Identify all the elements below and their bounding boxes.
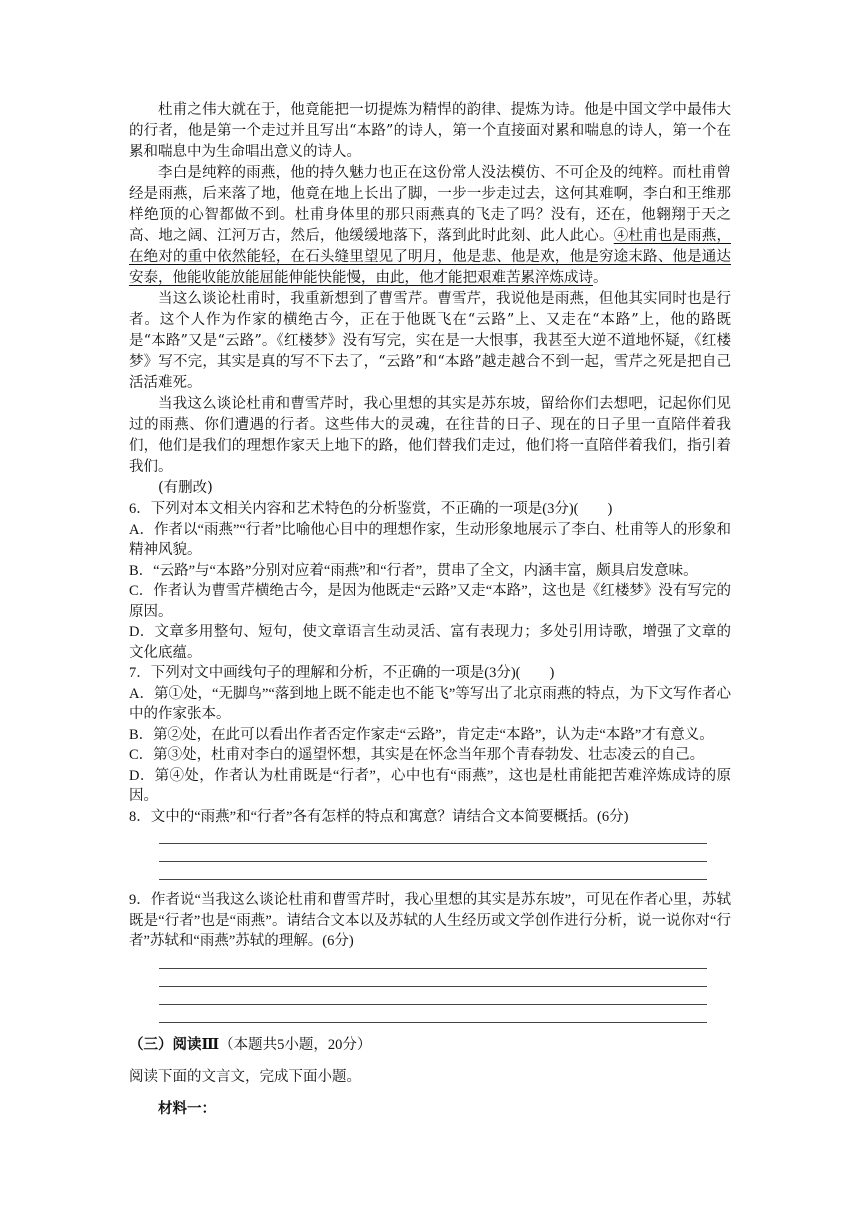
passage-paragraph-2 — [129, 163, 731, 289]
passage-paragraph-1: 杜甫之伟大就在于，他竟能把一切提炼为精悍的韵律、提炼为诗。他是中国文学中最伟大的行者，他是第一个走过并且写出“本路”的诗人，第一个直接面对累和喘息的诗人，第一个在累和喘息中为生命唱出意义的诗人。 — [129, 102, 731, 160]
question-8-answer-area[interactable] — [159, 833, 707, 880]
passage-paragraph-2-text: 李白是纯粹的雨燕，他的持久魅力也正在这份常人没法模仿、不可企及的纯粹。而杜甫曾经是雨燕，后来落了地，他竟在地上长出了脚，一步一步走过去，这何其难啊，李白和王维那样绝顶的心智都做不到。杜甫身体里的那只雨燕真的飞走了吗？没有，还在，他翱翔于天之高、地之阔、江河万古，然后，他缓缓地落下，落到此时此刻、此人此心。 — [129, 165, 731, 244]
answer-line — [159, 844, 707, 862]
question-6-option-d: D．文章多用整句、短句，使文章语言生动灵活、富有表现力；多处引用诗歌，增强了文章的文化底蕴。 — [129, 624, 731, 661]
passage-paragraph-4: 当我这么谈论杜甫和曹雪芹时，我心里想的其实是苏东坡，留给你们去想吧，记起你们见过的雨燕、你们遭遇的行者。这些伟大的灵魂，在往昔的日子、现在的日子里一直陪伴着我们，他们是我们的理想作家天上地下的路，他们替我们走过，他们将一直陪伴着我们，指引着我们。 — [129, 396, 731, 475]
answer-line — [159, 987, 707, 1005]
section-3-instruction: 阅读下面的文言文，完成下面小题。 — [129, 1068, 361, 1085]
question-8-stem: 8．文中的“雨燕”和“行者”各有怎样的特点和寓意？请结合文本简要概括。(6分) — [129, 808, 629, 825]
edit-note: (有删改) — [158, 480, 213, 496]
answer-line — [159, 1005, 707, 1023]
question-7 — [129, 663, 731, 807]
material-1-label: 材料一： — [158, 1100, 216, 1117]
answer-line — [159, 969, 707, 987]
question-8 — [129, 807, 731, 881]
answer-line — [159, 958, 707, 969]
question-6-option-b: B．“云路”与“本路”分别对应着“雨燕”和“行者”，贯串了全文，内涵丰富，颇具启发意味。 — [129, 562, 698, 579]
question-7-stem: 7．下列对文中画线句子的理解和分析，不正确的一项是(3分)( ) — [129, 665, 555, 681]
passage-paragraph-3: 当这么谈论杜甫时，我重新想到了曹雪芹。曹雪芹，我说他是雨燕，但他其实同时也是行者。这个人作为作家的横绝古今，正在于他既飞在“云路”上、又走在“本路”上，他的路既是“本路”又是“云路”。《红楼梦》没有写完，实在是一大恨事，我甚至大逆不道地怀疑，《红楼梦》写不完，其实是真的写不下去了，“云路”和“本路”越走越合不到一起，雪芹之死是把自己活活难死。 — [129, 291, 731, 391]
question-7-option-d: D．第④处，作者认为杜甫既是“行者”，心中也有“雨燕”，这也是杜甫能把苦难淬炼成诗的原因。 — [129, 767, 731, 804]
answer-line — [159, 833, 707, 844]
question-9-answer-area[interactable] — [159, 958, 707, 1023]
section-3-title-bold: （三）阅读Ⅲ — [129, 1036, 220, 1053]
question-6 — [129, 499, 731, 663]
question-9 — [129, 890, 731, 1023]
question-6-option-c: C．作者认为曹雪芹横绝古今，是因为他既走“云路”又走“本路”，这也是《红楼梦》没有写完的原因。 — [129, 583, 731, 620]
answer-line — [159, 862, 707, 880]
underlined-sentence-4: ④杜甫也是雨燕，在绝对的重中依然能轻，在石头缝里望见了明月，他是悲、他是欢，他是穷途末路、他是通达安泰，他能收能放能屈能伸能快能慢，由此，他才能把艰难苦累淬炼成诗 — [129, 228, 731, 286]
section-3-title — [129, 1033, 731, 1057]
question-7-option-c: C．第③处，杜甫对李白的遥望怀想，其实是在怀念当年那个青春勃发、壮志凌云的自己。 — [129, 747, 705, 763]
question-9-stem: 9．作者说“当我这么谈论杜甫和曹雪芹时，我心里想的其实是苏东坡”，可见在作者心里，苏轼既是“行者”也是“雨燕”。请结合文本以及苏轼的人生经历或文学创作进行分析，说一说你对“行者”苏轼和“雨燕”苏轼的理解。(6分) — [129, 892, 731, 949]
question-6-stem: 6．下列对本文相关内容和艺术特色的分析鉴赏，不正确的一项是(3分)( ) — [129, 501, 613, 517]
section-3-title-detail: （本题共5小题，20分） — [219, 1036, 372, 1053]
passage-paragraph-2-end: 。 — [593, 270, 608, 286]
question-7-option-a: A．第①处，“无脚鸟”“落到地上既不能走也不能飞”等写出了北京雨燕的特点，为下文写作者心中的作家张本。 — [129, 685, 731, 722]
question-7-option-b: B．第②处，在此可以看出作者否定作家走“云路”，肯定走“本路”，认为走“本路”才有意义。 — [129, 726, 714, 743]
question-6-option-a: A．作者以“雨燕”“行者”比喻他心目中的理想作家，生动形象地展示了李白、杜甫等人的形象和精神风貌。 — [129, 521, 731, 558]
exam-page — [129, 100, 731, 1121]
